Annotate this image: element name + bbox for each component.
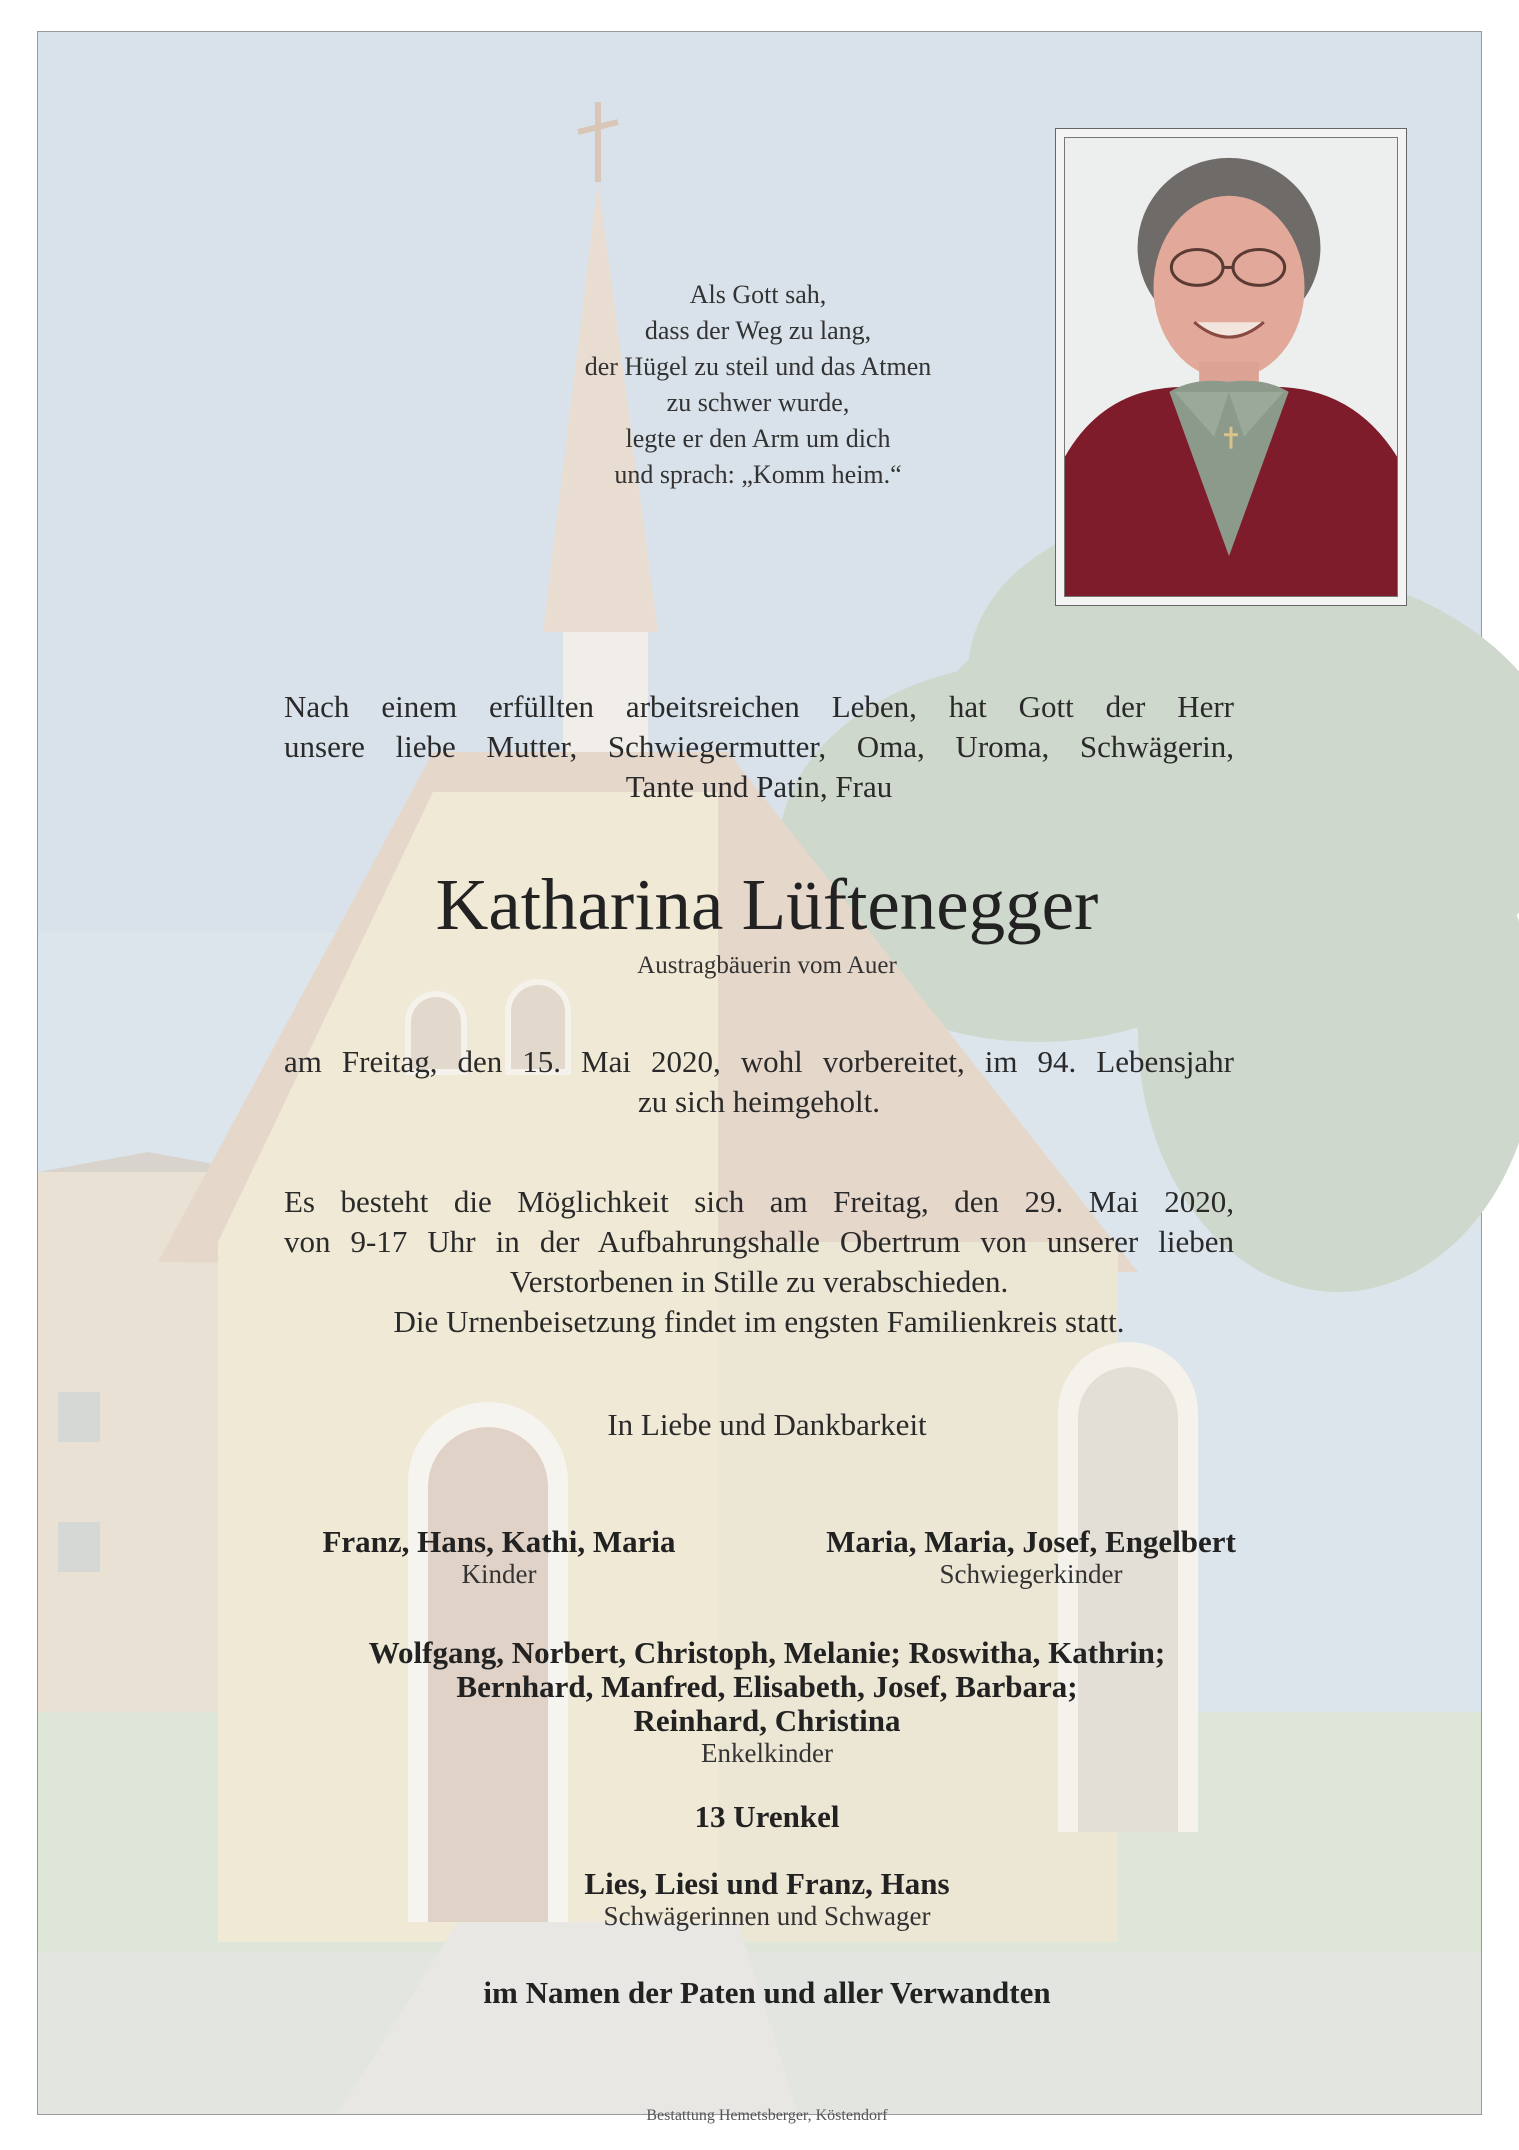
children-names: Franz, Hans, Kathi, Maria	[322, 1524, 676, 1559]
obituary-card	[37, 31, 1482, 2124]
children-role: Kinder	[461, 1559, 537, 1589]
info-line: Verstorbenen in Stille zu verabschieden.	[509, 1264, 1009, 1299]
funeral-home-footer: Bestattung Hemetsberger, Köstendorf	[646, 2107, 888, 2124]
info-line: Die Urnenbeisetzung findet im engsten Familienkreis statt.	[393, 1304, 1125, 1339]
siblings-in-law-role: Schwägerinnen und Schwager	[603, 1901, 931, 1931]
closing-text: In Liebe und Dankbarkeit	[607, 1407, 927, 1442]
poem-line: der Hügel zu steil und das Atmen	[584, 352, 932, 381]
date-line: am Freitag, den 15. Mai 2020, wohl vorbereitet, im 94. Lebensjahr	[284, 1044, 1234, 1079]
intro-line: Nach einem erfüllten arbeitsreichen Leben, hat Gott der Herr	[284, 689, 1234, 724]
intro-paragraph	[284, 687, 1234, 807]
in-laws-group	[781, 1525, 1281, 1589]
intro-line: unsere liebe Mutter, Schwiegermutter, Oma, Uroma, Schwägerin,	[284, 729, 1234, 764]
date-paragraph	[284, 1042, 1234, 1122]
children-group	[284, 1525, 714, 1589]
godparents-line: im Namen der Paten und aller Verwandten	[483, 1975, 1051, 2010]
poem	[478, 277, 1038, 493]
poem-line: zu schwer wurde,	[666, 388, 850, 417]
grandchildren-line: Bernhard, Manfred, Elisabeth, Josef, Barbara;	[456, 1669, 1078, 1704]
deceased-name: Katharina Lüftenegger	[435, 864, 1099, 945]
in-laws-names: Maria, Maria, Josef, Engelbert	[826, 1524, 1236, 1559]
grandchildren-line: Reinhard, Christina	[633, 1703, 901, 1738]
siblings-in-law-group	[342, 1867, 1192, 1931]
intro-line: Tante und Patin, Frau	[625, 769, 893, 804]
viewing-info-paragraph	[284, 1182, 1234, 1342]
info-line: Es besteht die Möglichkeit sich am Freitag, den 29. Mai 2020,	[284, 1184, 1234, 1219]
in-laws-role: Schwiegerkinder	[939, 1559, 1123, 1589]
poem-line: dass der Weg zu lang,	[644, 316, 872, 345]
siblings-in-law-names: Lies, Liesi und Franz, Hans	[584, 1866, 950, 1901]
info-line: von 9-17 Uhr in der Aufbahrungshalle Obertrum von unserer lieben	[284, 1224, 1234, 1259]
grandchildren-group	[242, 1636, 1292, 1768]
poem-line: und sprach: „Komm heim.“	[614, 460, 902, 489]
great-grandchildren: 13 Urenkel	[694, 1799, 840, 1834]
poem-line: Als Gott sah,	[689, 280, 827, 309]
grandchildren-role: Enkelkinder	[701, 1738, 833, 1768]
portrait-photo	[1064, 137, 1398, 597]
deceased-subtitle: Austragbäuerin vom Auer	[637, 952, 897, 979]
portrait-photo-frame	[1055, 128, 1407, 606]
poem-line: legte er den Arm um dich	[625, 424, 891, 453]
date-line: zu sich heimgeholt.	[638, 1084, 880, 1119]
grandchildren-line: Wolfgang, Norbert, Christoph, Melanie; Roswitha, Kathrin;	[368, 1635, 1166, 1670]
